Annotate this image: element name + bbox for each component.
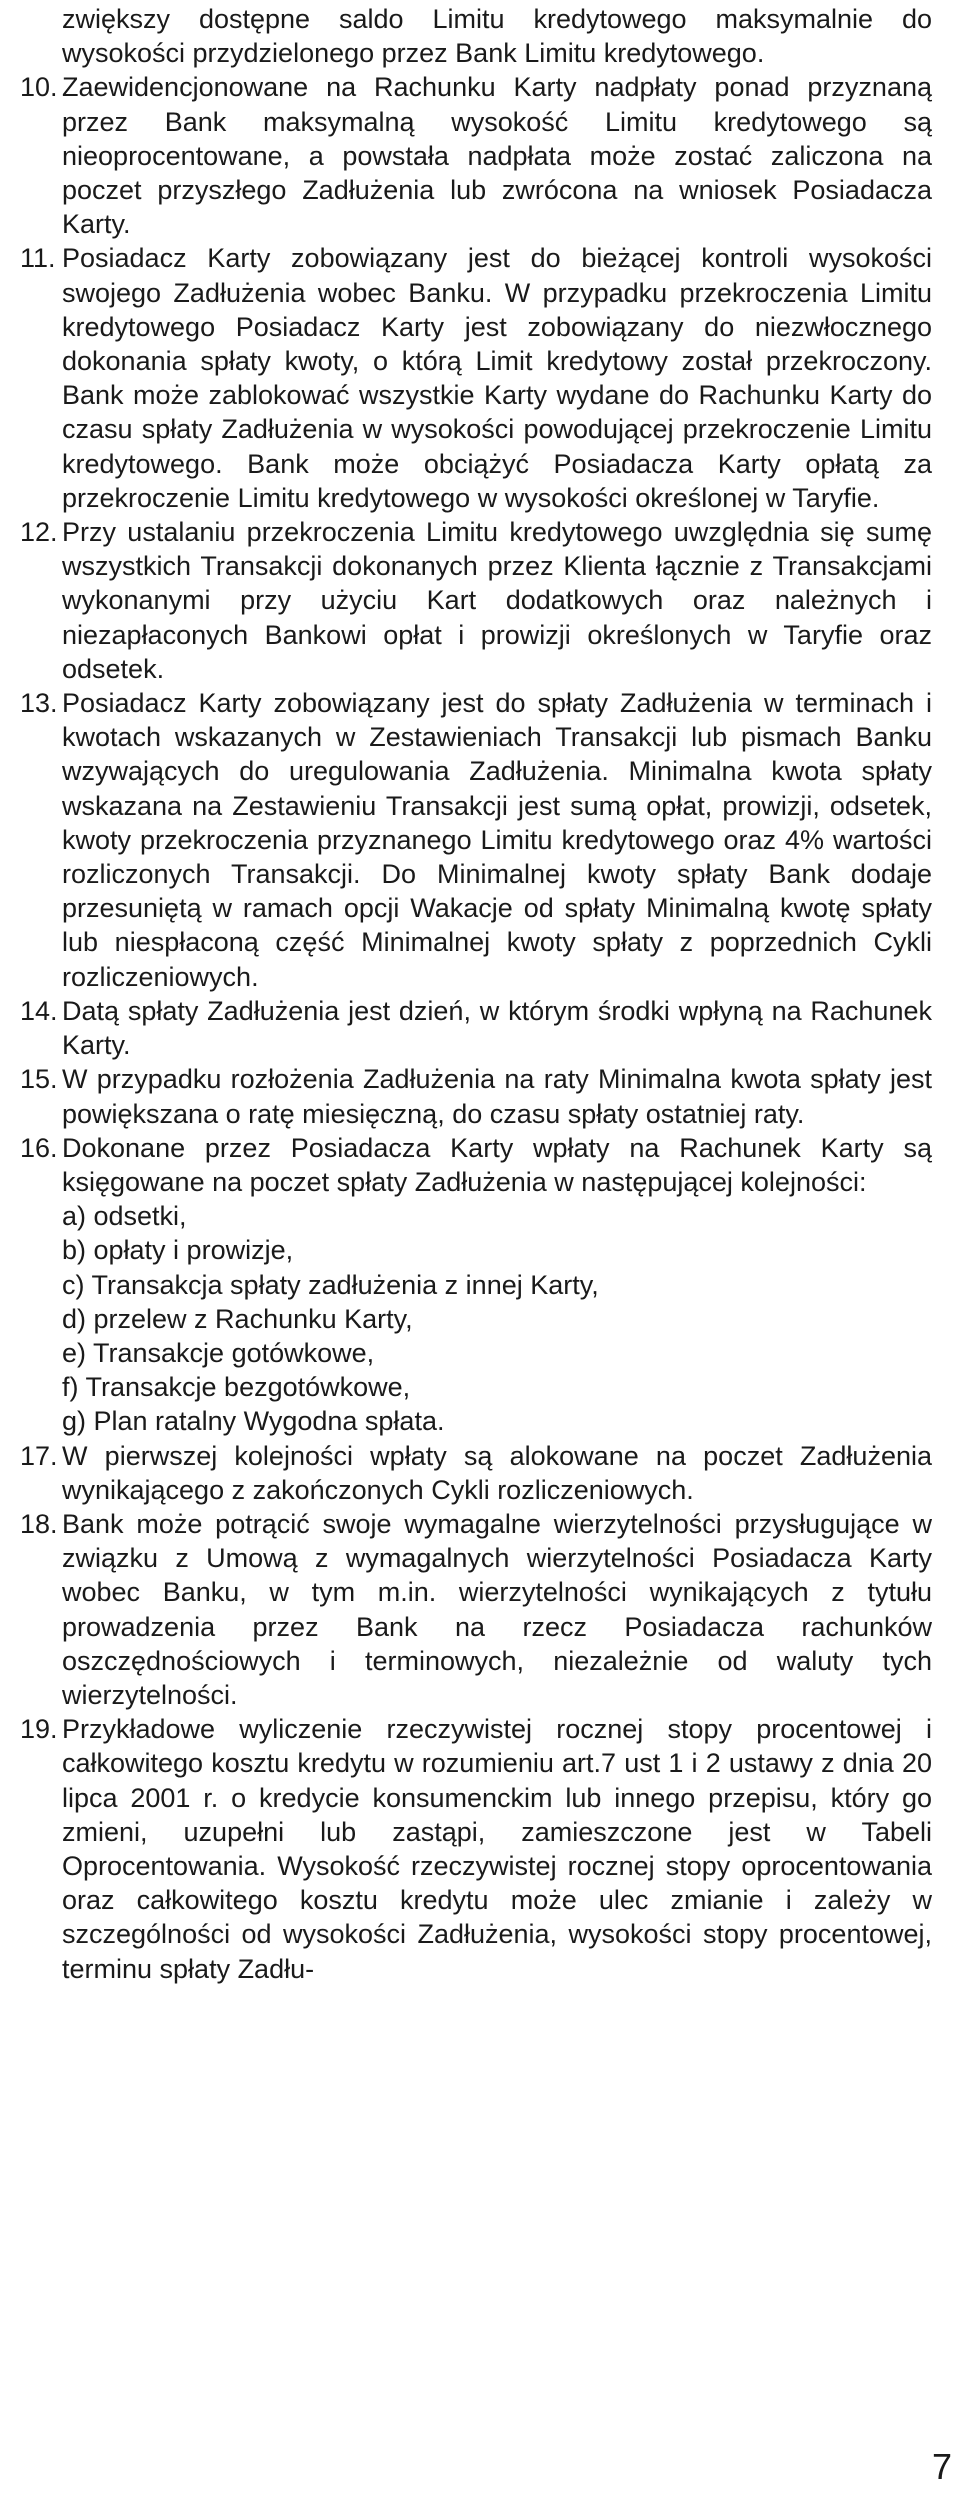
list-item-15 [20, 1062, 932, 1130]
item-number: 14. [20, 995, 58, 1026]
item-text-block [62, 1131, 932, 1439]
payment-order-list [62, 1199, 932, 1438]
sub-item: c) Transakcja spłaty zadłużenia z innej Karty, [62, 1269, 599, 1300]
text-column [20, 2, 932, 1986]
item-number: 11. [20, 243, 56, 274]
sub-item: e) Transakcje gotówkowe, [62, 1337, 375, 1368]
item-text: Datą spłaty Zadłużenia jest dzień, w którym środki wpłyną na Rachunek Karty. [62, 995, 932, 1061]
list-item-17 [20, 1439, 932, 1507]
sub-item: b) opłaty i prowizje, [62, 1235, 294, 1266]
list-item-19 [20, 1712, 932, 1986]
item-text: Posiadacz Karty zobowiązany jest do spłaty Zadłużenia w terminach i kwotach wskazanych w Zestawieniach Transakcji lub pismach Banku wzywających do uregulowania Zadłużenia. Minimalna kwota spłaty wskazana na Zestawieniu Transakcji jest sumą opłat, prowizji, odsetek, kwoty przekroczenia przyznanego Limitu kredytowego oraz 4% wartości rozliczonych Transakcji. Do Minimalnej kwoty spłaty Bank dodaje przesuniętą w ramach opcji Wakacje od spłaty Minimalną kwotę spłaty lub niespłaconą część Minimalnej kwoty spłaty z poprzednich Cykli rozliczeniowych. [62, 688, 932, 992]
item-text: Bank może potrącić swoje wymagalne wierzytelności przysługujące w związku z Umową z wymagalnych wierzytelności Posiadacza Karty wobec Banku, w tym m.in. wierzytelności wynikających z tytułu prowadzenia przez Bank na rzecz Posiadacza rachunków oszczędnościowych i terminowych, niezależnie od waluty tych wierzytelności. [62, 1508, 932, 1710]
item-text: Przykładowe wyliczenie rzeczywistej rocznej stopy procentowej i całkowitego kosztu kredytu w rozumieniu art.7 ust 1 i 2 ustawy z dnia 20 lipca 2001 r. o kredycie konsumenckim lub innego przepisu, który go zmieni, uzupełni lub zastąpi, zamieszczone jest w Tabeli Oprocentowania. Wysokość rzeczywistej rocznej stopy oprocentowania oraz całkowitego kosztu kredytu może ulec zmianie i zależy w szczególności od wysokości Zadłużenia, wysokości stopy procentowej, terminu spłaty Zadłu- [62, 1714, 932, 1984]
item-number: 16. [20, 1132, 58, 1163]
list-item-14 [20, 994, 932, 1062]
item-text: Dokonane przez Posiadacza Karty wpłaty na Rachunek Karty są księgowane na poczet spłaty Zadłużenia w następującej kolejności: [62, 1132, 932, 1197]
continuation-paragraph: zwiększy dostępne saldo Limitu kredytowego maksymalnie do wysokości przydzielonego przez Bank Limitu kredytowego. [62, 4, 932, 69]
sub-item: d) przelew z Rachunku Karty, [62, 1303, 413, 1334]
list-item-10 [20, 70, 932, 241]
item-text: Zaewidencjonowane na Rachunku Karty nadpłaty ponad przyznaną przez Bank maksymalną wysokość Limitu kredytowego są nieoprocentowane, a powstała nadpłata może zostać zaliczona na poczet przyszłego Zadłużenia lub zwrócona na wniosek Posiadacza Karty. [62, 72, 932, 240]
list-item-16 [20, 1131, 932, 1439]
item-number: 15. [20, 1064, 58, 1095]
list-item-18 [20, 1507, 932, 1712]
list-item-11 [20, 241, 932, 515]
item-number: 13. [20, 688, 58, 719]
item-number: 17. [20, 1440, 58, 1471]
item-number: 19. [20, 1714, 58, 1745]
item-number: 10. [20, 72, 58, 103]
item-number: 18. [20, 1508, 58, 1539]
item-text: W przypadku rozłożenia Zadłużenia na raty Minimalna kwota spłaty jest powiększana o ratę miesięczną, do czasu spłaty ostatniej raty. [62, 1064, 932, 1129]
item-text: Przy ustalaniu przekroczenia Limitu kredytowego uwzględnia się sumę wszystkich Transakcji dokonanych przez Klienta łącznie z Transakcjami wykonanymi przy użyciu Kart dodatkowych oraz należnych i niezapłaconych Bankowi opłat i prowizji określonych w Taryfie oraz odsetek. [62, 517, 932, 684]
sub-item: a) odsetki, [62, 1201, 187, 1232]
item-text: Posiadacz Karty zobowiązany jest do bieżącej kontroli wysokości swojego Zadłużenia wobec Banku. W przypadku przekroczenia Limitu kredytowego Posiadacz Karty jest zobowiązany do niezwłocznego dokonania spłaty kwoty, o którą Limit kredytowy został przekroczony. Bank może zablokować wszystkie Karty wydane do Rachunku Karty do czasu spłaty Zadłużenia w wysokości powodującej przekroczenie Limitu kredytowego. Bank może obciążyć Posiadacza Karty opłatą za przekroczenie Limitu kredytowego w wysokości określonej w Taryfie. [62, 243, 932, 513]
list-item-13 [20, 686, 932, 994]
item-text: W pierwszej kolejności wpłaty są alokowane na poczet Zadłużenia wynikającego z zakończonych Cykli rozliczeniowych. [62, 1440, 932, 1505]
sub-item: f) Transakcje bezgotówkowe, [62, 1372, 411, 1403]
page-number: 7 [931, 2446, 952, 2487]
list-item-12 [20, 515, 932, 686]
sub-item: g) Plan ratalny Wygodna spłata. [62, 1406, 445, 1437]
item-number: 12. [20, 517, 58, 548]
